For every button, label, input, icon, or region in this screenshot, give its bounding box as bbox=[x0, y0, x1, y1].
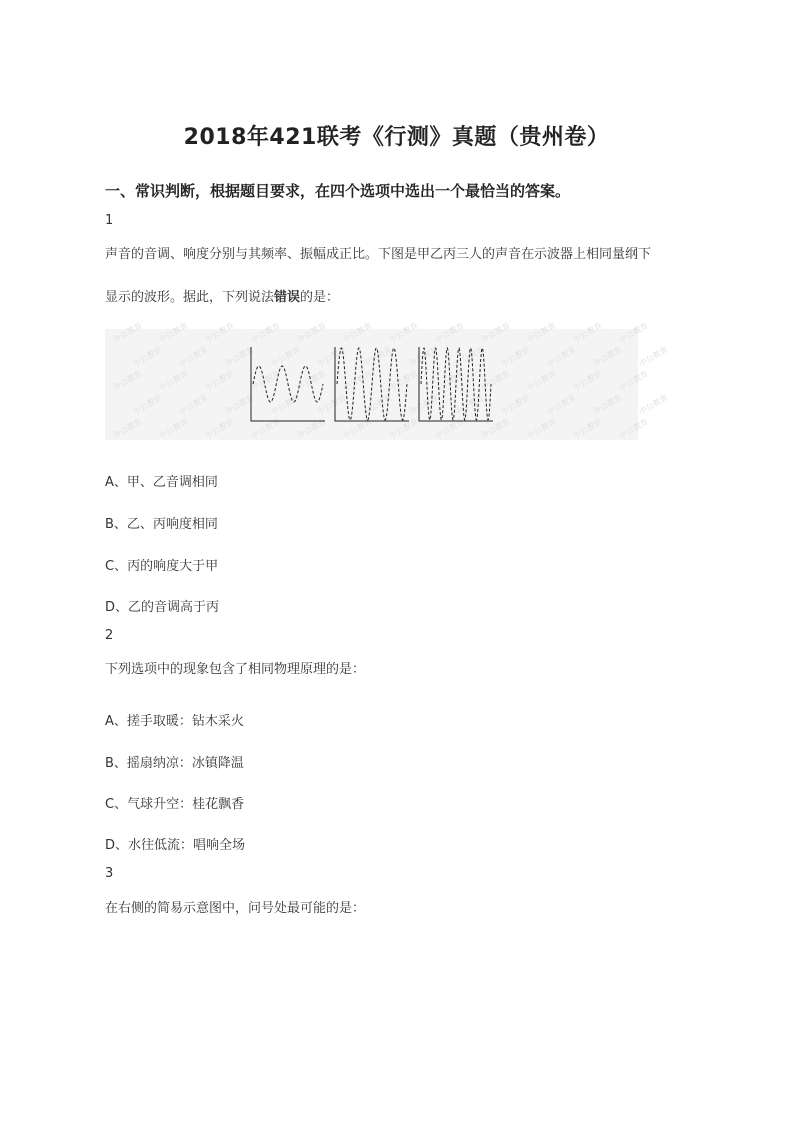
watermark-text: 中公教育 bbox=[361, 344, 394, 369]
watermark-text: 中公教育 bbox=[203, 416, 236, 441]
watermark-text: 中公教育 bbox=[525, 320, 558, 345]
watermark-text: 中公教育 bbox=[433, 320, 466, 345]
watermark-text: 中公教育 bbox=[295, 320, 328, 345]
watermark-text: 中公教育 bbox=[111, 320, 144, 345]
watermark-text: 中公教育 bbox=[315, 344, 348, 369]
watermark-text: 中公教育 bbox=[249, 368, 282, 393]
question-1-option-b[interactable]: B、乙、丙响度相同 bbox=[105, 517, 218, 532]
watermark-text: 中公教育 bbox=[453, 344, 486, 369]
watermark-text: 中公教育 bbox=[295, 416, 328, 441]
stem-emphasis: 错误 bbox=[274, 290, 301, 305]
question-1-option-a[interactable]: A、甲、乙音调相同 bbox=[105, 475, 218, 490]
watermark-text: 中公教育 bbox=[203, 320, 236, 345]
watermark-text: 中公教育 bbox=[407, 392, 440, 417]
watermark-text: 中公教育 bbox=[341, 320, 374, 345]
watermark-text: 中公教育 bbox=[387, 416, 420, 441]
watermark-text: 中公教育 bbox=[545, 344, 578, 369]
watermark-text: 中公教育 bbox=[525, 416, 558, 441]
question-3-number: 3 bbox=[105, 866, 114, 881]
question-2-option-d[interactable]: D、水往低流：唱响全场 bbox=[105, 838, 246, 853]
watermark-text: 中公教育 bbox=[617, 368, 650, 393]
question-1-option-d[interactable]: D、乙的音调高于丙 bbox=[105, 600, 220, 615]
watermark-text: 中公教育 bbox=[157, 368, 190, 393]
watermark-text: 中公教育 bbox=[131, 392, 164, 417]
watermark-text: 中公教育 bbox=[341, 416, 374, 441]
watermark-text: 中公教育 bbox=[499, 344, 532, 369]
stem-text-before: 显示的波形。据此，下列说法 bbox=[105, 290, 275, 305]
question-2-option-b[interactable]: B、摇扇纳凉：冰镇降温 bbox=[105, 756, 244, 771]
watermark-text: 中公教育 bbox=[387, 368, 420, 393]
question-1-option-c[interactable]: C、丙的响度大于甲 bbox=[105, 559, 219, 574]
watermark-text: 中公教育 bbox=[617, 416, 650, 441]
watermark-text: 中公教育 bbox=[111, 368, 144, 393]
watermark-text: 中公教育 bbox=[131, 344, 164, 369]
watermark-text: 中公教育 bbox=[433, 416, 466, 441]
watermark-text: 中公教育 bbox=[269, 344, 302, 369]
watermark-text: 中公教育 bbox=[269, 392, 302, 417]
watermark-text: 中公教育 bbox=[387, 320, 420, 345]
watermark-text: 中公教育 bbox=[407, 344, 440, 369]
watermark-text: 中公教育 bbox=[525, 368, 558, 393]
watermark-text: 中公教育 bbox=[157, 416, 190, 441]
watermark-text: 中公教育 bbox=[591, 344, 624, 369]
question-1-number: 1 bbox=[105, 213, 114, 228]
oscilloscope-figure bbox=[105, 320, 670, 441]
watermark-text: 中公教育 bbox=[249, 320, 282, 345]
watermark-text: 中公教育 bbox=[249, 416, 282, 441]
watermark-text: 中公教育 bbox=[223, 392, 256, 417]
watermark-text: 中公教育 bbox=[591, 392, 624, 417]
watermark-text: 中公教育 bbox=[499, 392, 532, 417]
watermark-text: 中公教育 bbox=[433, 368, 466, 393]
question-3-stem: 在右侧的简易示意图中，问号处最可能的是： bbox=[105, 901, 366, 916]
watermark-text: 中公教育 bbox=[177, 392, 210, 417]
watermark-text: 中公教育 bbox=[479, 368, 512, 393]
watermark-text: 中公教育 bbox=[157, 320, 190, 345]
watermark-text: 中公教育 bbox=[637, 344, 670, 369]
question-2-option-a[interactable]: A、搓手取暖：钻木采火 bbox=[105, 714, 244, 729]
question-2-stem: 下列选项中的现象包含了相同物理原理的是： bbox=[105, 662, 366, 677]
waveform-diagram bbox=[105, 320, 670, 441]
question-1-stem-line-1: 声音的音调、响度分别与其频率、振幅成正比。下图是甲乙丙三人的声音在示波器上相同量纲下 bbox=[105, 247, 652, 262]
question-1-stem-line-2 bbox=[105, 286, 339, 305]
watermark-text: 中公教育 bbox=[617, 320, 650, 345]
watermark-text: 中公教育 bbox=[453, 392, 486, 417]
watermark-text: 中公教育 bbox=[341, 368, 374, 393]
watermark-text: 中公教育 bbox=[111, 416, 144, 441]
stem-text-after: 的是： bbox=[300, 290, 340, 305]
section-heading: 一、常识判断，根据题目要求，在四个选项中选出一个最恰当的答案。 bbox=[105, 182, 571, 200]
watermark-text: 中公教育 bbox=[571, 320, 604, 345]
watermark-text: 中公教育 bbox=[637, 392, 670, 417]
watermark-text: 中公教育 bbox=[545, 392, 578, 417]
watermark-text: 中公教育 bbox=[479, 416, 512, 441]
question-2-option-c[interactable]: C、气球升空：桂花飘香 bbox=[105, 797, 245, 812]
watermark-text: 中公教育 bbox=[295, 368, 328, 393]
page-title: 2018年421联考《行测》真题（贵州卷） bbox=[183, 125, 610, 150]
watermark-layer bbox=[111, 320, 670, 441]
watermark-text: 中公教育 bbox=[203, 368, 236, 393]
watermark-text: 中公教育 bbox=[361, 392, 394, 417]
question-2-number: 2 bbox=[105, 628, 114, 643]
watermark-text: 中公教育 bbox=[571, 368, 604, 393]
watermark-text: 中公教育 bbox=[315, 392, 348, 417]
watermark-text: 中公教育 bbox=[571, 416, 604, 441]
watermark-text: 中公教育 bbox=[223, 344, 256, 369]
watermark-text: 中公教育 bbox=[479, 320, 512, 345]
watermark-text: 中公教育 bbox=[177, 344, 210, 369]
